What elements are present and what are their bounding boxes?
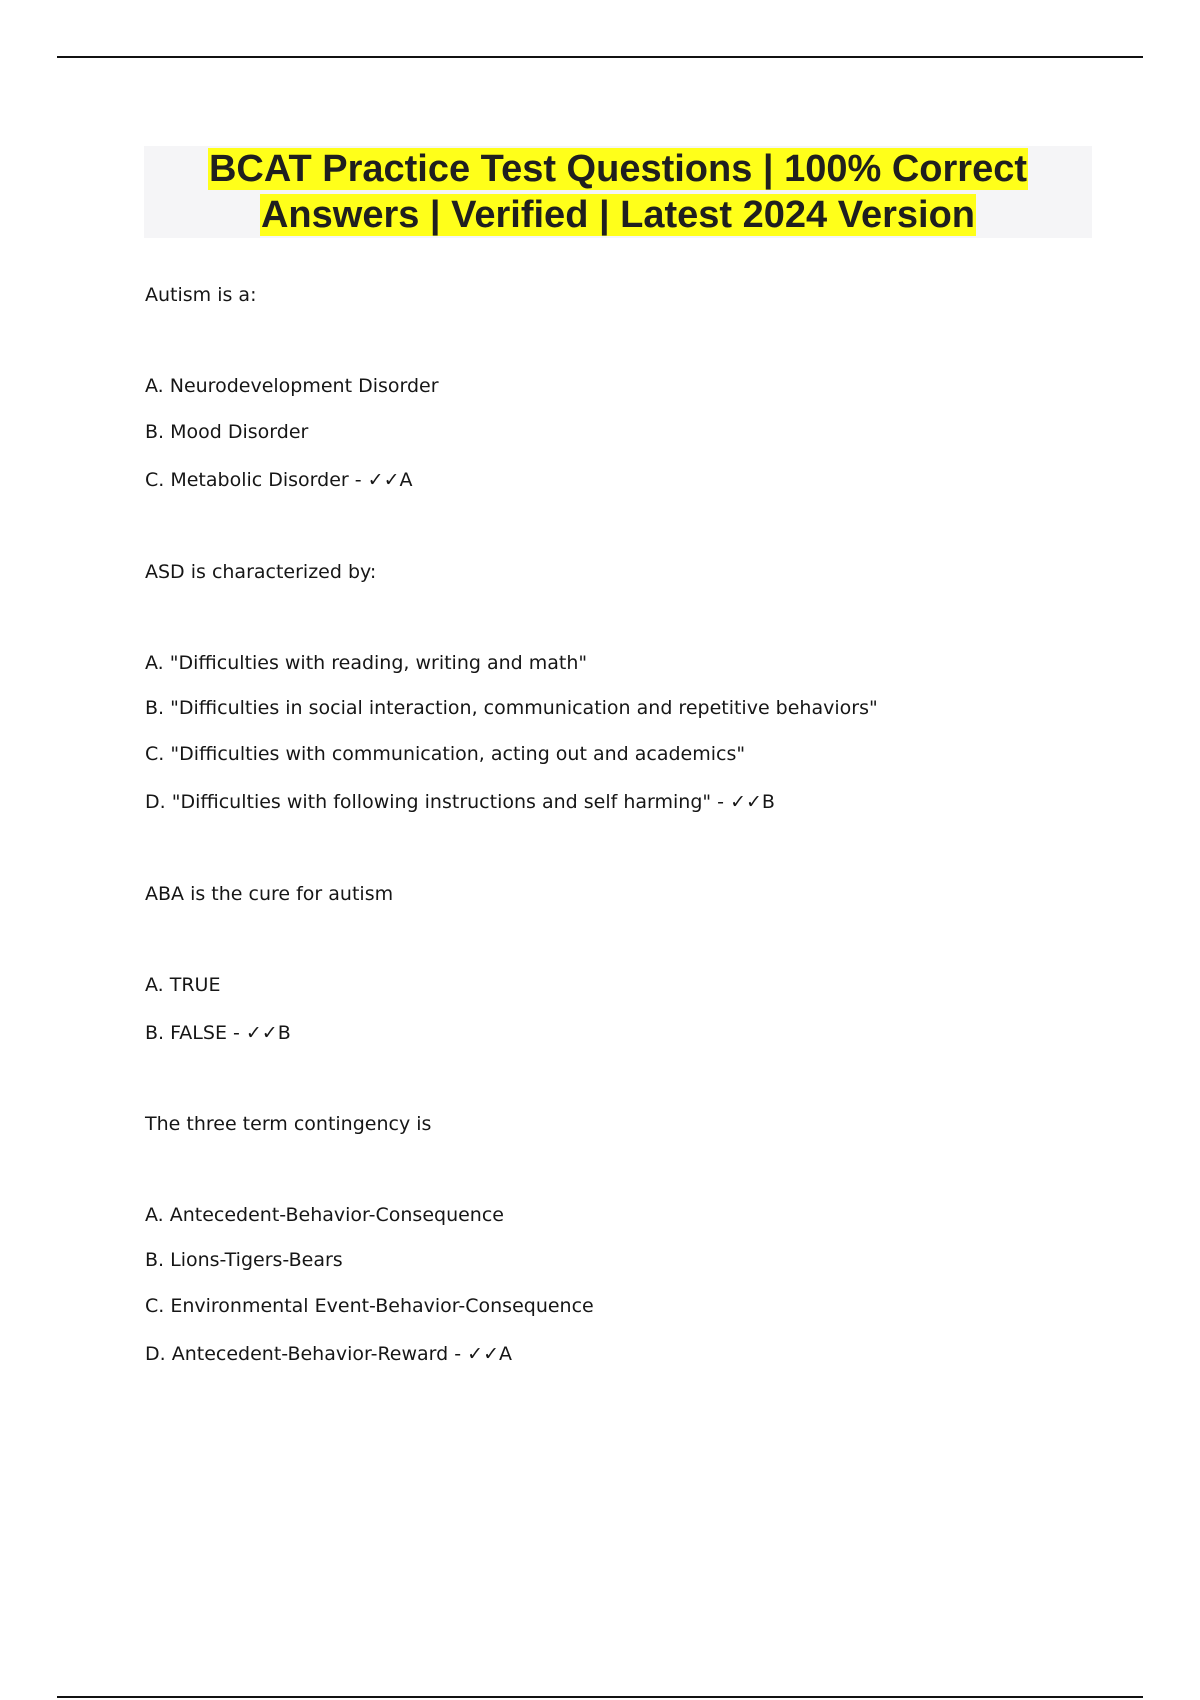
question-4-option-c: C. Environmental Event-Behavior-Consequence bbox=[145, 1295, 594, 1317]
question-3-option-b: B. FALSE - ✓✓B bbox=[145, 1022, 291, 1044]
question-4-text: The three term contingency is bbox=[145, 1113, 432, 1135]
question-1-option-b: B. Mood Disorder bbox=[145, 421, 309, 443]
question-2-option-c: C. "Difficulties with communication, acting out and academics" bbox=[145, 743, 746, 765]
question-3-text: ABA is the cure for autism bbox=[145, 883, 394, 905]
question-1-option-a: A. Neurodevelopment Disorder bbox=[145, 375, 439, 397]
question-4-option-d: D. Antecedent-Behavior-Reward - ✓✓A bbox=[145, 1343, 512, 1365]
question-4-option-b: B. Lions-Tigers-Bears bbox=[145, 1249, 343, 1271]
question-2-option-d: D. "Difficulties with following instructions and self harming" - ✓✓B bbox=[145, 791, 775, 813]
question-2-text: ASD is characterized by: bbox=[145, 561, 377, 583]
document-title bbox=[144, 146, 1092, 238]
question-4-option-a: A. Antecedent-Behavior-Consequence bbox=[145, 1204, 504, 1226]
footer-rule bbox=[57, 1696, 1143, 1698]
title-line-2: Answers | Verified | Latest 2024 Version bbox=[260, 194, 976, 236]
title-block bbox=[144, 146, 1092, 238]
question-1-option-c: C. Metabolic Disorder - ✓✓A bbox=[145, 469, 413, 491]
header-rule bbox=[57, 56, 1143, 58]
question-2-option-b: B. "Difficulties in social interaction, communication and repetitive behaviors" bbox=[145, 697, 878, 719]
question-3-option-a: A. TRUE bbox=[145, 974, 221, 996]
question-2-option-a: A. "Difficulties with reading, writing and math" bbox=[145, 652, 588, 674]
title-line-1: BCAT Practice Test Questions | 100% Correct bbox=[208, 148, 1028, 190]
question-1-text: Autism is a: bbox=[145, 284, 257, 306]
